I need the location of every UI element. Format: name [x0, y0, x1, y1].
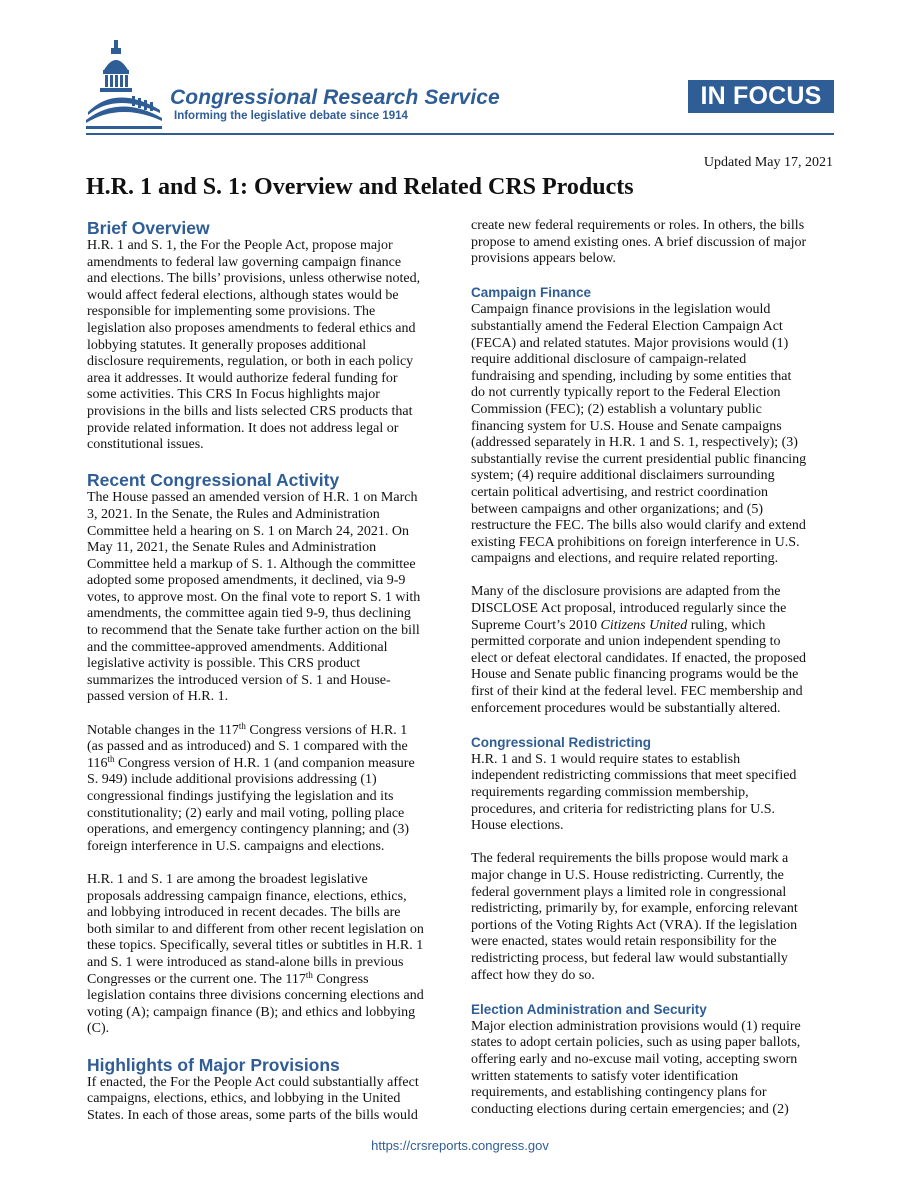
- section-heading-recent-activity: Recent Congressional Activity: [87, 470, 340, 491]
- in-focus-badge: IN FOCUS: [688, 80, 834, 113]
- footer-url[interactable]: https://crsreports.congress.gov: [371, 1138, 549, 1153]
- section-heading-highlights: Highlights of Major Provisions: [87, 1054, 340, 1075]
- page-header: [0, 0, 920, 140]
- right-column: [471, 218, 833, 1118]
- page-title: H.R. 1 and S. 1: Overview and Related CRS Products: [86, 174, 634, 200]
- paragraph: Notable changes in the 117th Congress versions of H.R. 1 (as passed and as introduced) and S. 1 compared with the 116th Congress version of H.R. 1 (and companion measure S. 949) include additional provisions addressing (1) congressional findings justifying the legislation and its constitutionality; (2) early and mail voting, polling place operations, and emergency contingency planning; and (3) foreign interference in U.S. campaigns and elections.: [87, 720, 415, 854]
- capitol-dome-icon: [86, 40, 166, 135]
- subsection-heading-campaign-finance: Campaign Finance: [471, 285, 592, 301]
- paragraph: create new federal requirements or roles. In others, the bills propose to amend existing ones. A brief discussion of major provisions appears below.: [471, 218, 807, 267]
- subsection-heading-election-administration: Election Administration and Security: [471, 1001, 707, 1017]
- organization-name: Congressional Research Service: [170, 86, 500, 109]
- left-column: [87, 218, 449, 1124]
- paragraph: H.R. 1 and S. 1, the For the People Act, propose major amendments to federal law governing campaign finance and elections. The bills’ provisions, unless otherwise noted, would affect federal elections, although states would be responsible for implementing some provisions. The legislation also proposes amendments to federal ethics and lobbying statutes. It generally proposes additional disclosure requirements, regulation, or both in each policy area it addresses. It would authorize federal funding for some activities. This CRS In Focus highlights major provisions in the bills and lists selected CRS products that provide related information. It does not address legal or constitutional issues.: [87, 238, 421, 453]
- paragraph: Major election administration provisions would (1) require states to adopt certain policies, such as using paper ballots, offering early and no-excuse mail voting, accepting sworn written statements to satisfy voter identification requirements, and establishing contingency plans for conducting elections during certain emergencies; and (2): [471, 1018, 801, 1117]
- section-heading-brief-overview: Brief Overview: [87, 218, 210, 238]
- updated-date: Updated May 17, 2021: [703, 155, 833, 170]
- paragraph: H.R. 1 and S. 1 would require states to establish independent redistricting commissions that meet specified requirements regarding commission membership, procedures, and criteria for redistricting plans for U.S. House elections.: [471, 751, 797, 834]
- header-divider: [86, 133, 834, 135]
- paragraph: Many of the disclosure provisions are adapted from the DISCLOSE Act proposal, introduced regularly since the Supreme Court’s 2010 Citizens United ruling, which permitted corporate and union independent spending to elect or defeat electoral candidates. If enacted, the proposed House and Senate public financing programs would be the first of their kind at the federal level. FEC membership and enforcement procedures would be substantially altered.: [471, 584, 807, 716]
- organization-tagline: Informing the legislative debate since 1914: [174, 110, 408, 122]
- paragraph: The federal requirements the bills propose would mark a major change in U.S. House redistricting. Currently, the federal government plays a limited role in congressional redistricting, primarily by, for example, enforcing relevant portions of the Voting Rights Act (VRA). If the legislation were enacted, states would retain responsibility for the redistricting process, but federal law would substantially affect how they do so.: [471, 851, 798, 983]
- paragraph: H.R. 1 and S. 1 are among the broadest legislative proposals addressing campaign finance, elections, ethics, and lobbying introduced in recent decades. The bills are both similar to and different from other recent legislation on these topics. Specifically, several titles or subtitles in H.R. 1 and S. 1 were introduced as stand-alone bills in previous Congresses or the current one. The 117th Congress legislation contains three divisions concerning elections and voting (A); campaign finance (B); and ethics and lobbying (C).: [87, 871, 424, 1037]
- paragraph: The House passed an amended version of H.R. 1 on March 3, 2021. In the Senate, the Rules and Administration Committee held a hearing on S. 1 on March 24, 2021. On May 11, 2021, the Senate Rules and Administration Committee held a markup of S. 1. Although the committee adopted some proposed amendments, it declined, via 9-9 votes, to approve most. On the final vote to report S. 1 with amendments, the committee again tied 9-9, thus declining to recommend that the Senate take further action on the bill and the committee-approved amendments. Additional legislative activity is possible. This CRS product summarizes the introduced version of S. 1 and House- passed version of H.R. 1.: [87, 490, 421, 705]
- subsection-heading-redistricting: Congressional Redistricting: [471, 734, 652, 750]
- paragraph: Campaign finance provisions in the legislation would substantially amend the Federal Election Campaign Act (FECA) and related statutes. Major provisions would (1) require additional disclosure of campaign-related fundraising and spending, including by some entities that do not currently typically report to the Federal Election Commission (FEC); (2) establish a voluntary public financing system for U.S. House and Senate campaigns (addressed separately in H.R. 1 and S. 1, respectively); (3) substantially revise the current presidential public financing system; (4) require additional disclaimers surrounding certain political advertising, and restrict coordination between campaigns and other organizations; and (5) restructure the FEC. The bills also would clarify and extend existing FECA prohibitions on foreign interference in U.S. campaigns and elections, and require related reporting.: [471, 302, 807, 567]
- paragraph: If enacted, the For the People Act could substantially affect campaigns, elections, ethics, and lobbying in the United States. In each of those areas, some parts of the bills would: [87, 1074, 419, 1123]
